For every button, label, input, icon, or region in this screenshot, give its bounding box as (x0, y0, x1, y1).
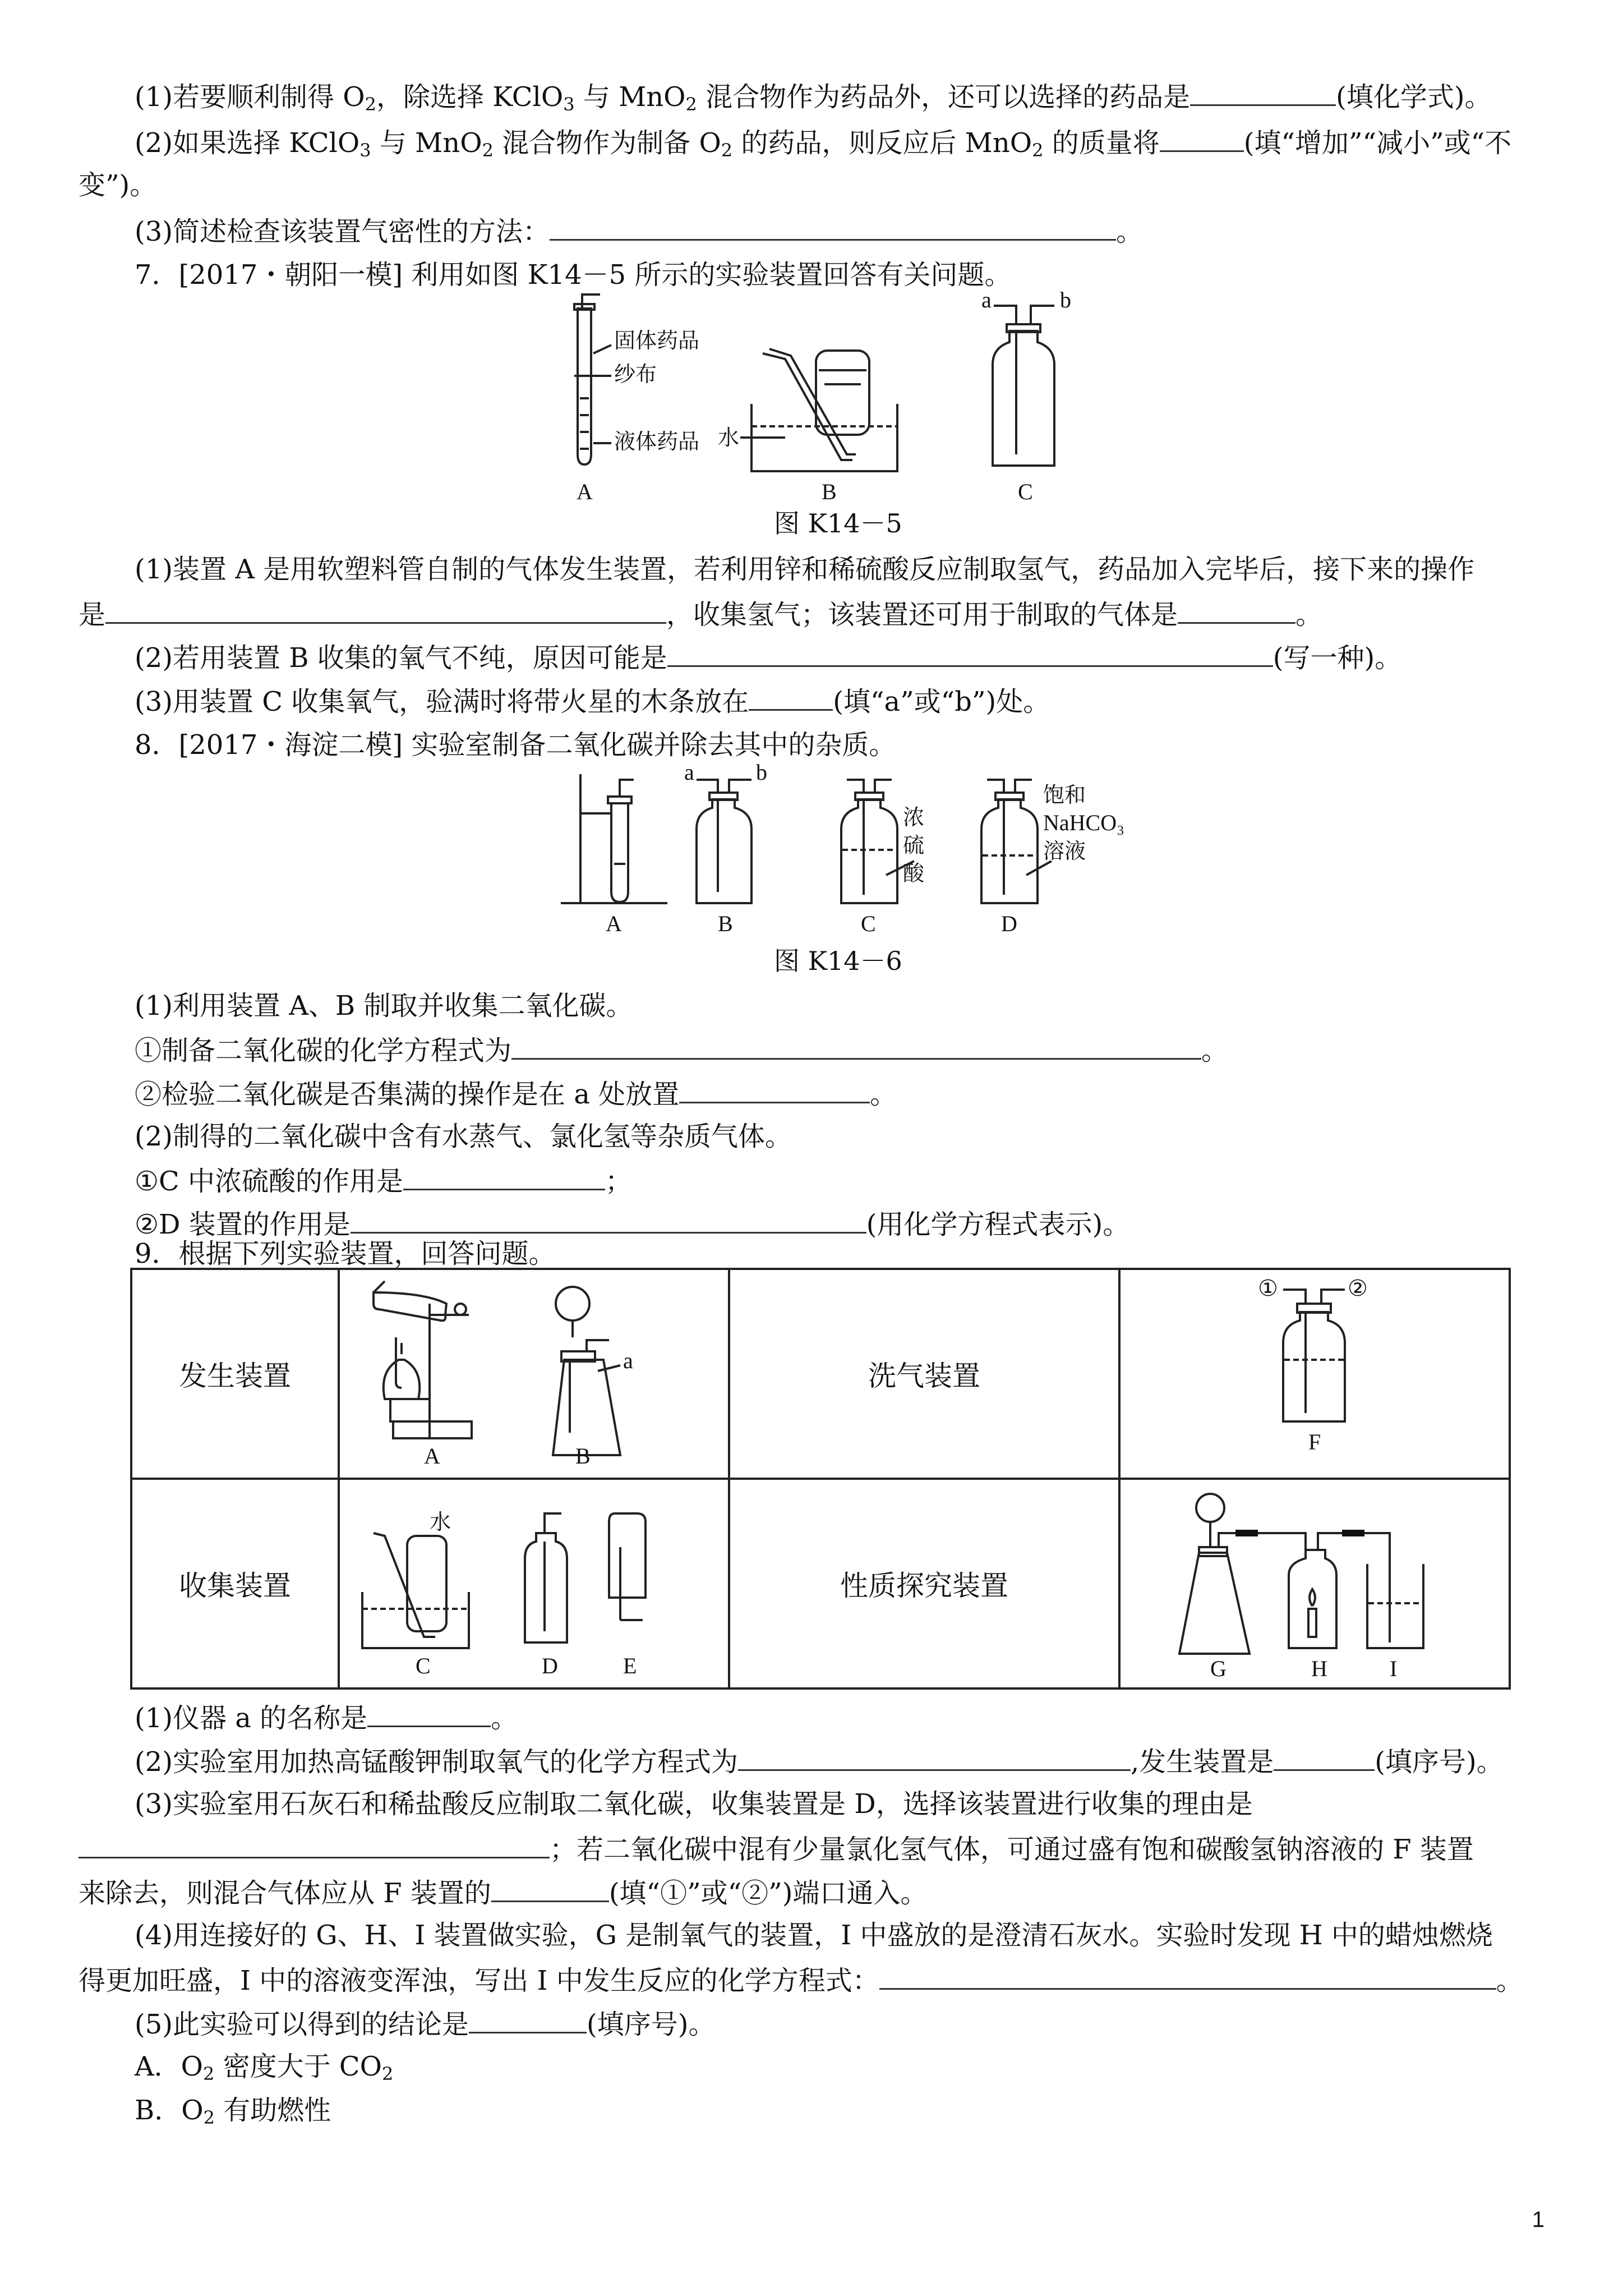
fig7-label-b: b (1060, 287, 1071, 312)
fig8-label-sat1: 饱和 (1043, 784, 1086, 807)
q9-label-D: D (542, 1653, 558, 1678)
answer-blank[interactable] (403, 1163, 605, 1190)
q7-part1-cont: 是 ，收集氢气；该装置还可用于制取的气体是 。 (79, 596, 1322, 632)
q8-part2: (2)制得的二氧化碳中含有水蒸气、氯化氢等杂质气体。 (135, 1121, 792, 1152)
fig8-label-conc3: 酸 (903, 862, 925, 886)
q6-part1: (1)若要顺利制得 $O_2$，除选择 KClO$_3$ 与 MnO$_2$ 混合物作为药品外，还可以选择的药品是 (填化学式)。 (135, 79, 1492, 114)
fig8-label-D: D (1001, 911, 1017, 936)
answer-blank[interactable] (491, 1875, 609, 1902)
fig8-label-sat2: NaHCO₃ (1043, 810, 1125, 835)
q9-label-c1: ① (1258, 1276, 1278, 1301)
answer-blank[interactable] (1190, 79, 1336, 106)
cell-generation-label: 发生装置 (131, 1269, 339, 1479)
answer-blank[interactable] (511, 1032, 1201, 1060)
cell-collection-label: 收集装置 (131, 1479, 339, 1688)
q9-part4: (4)用连接好的 G、H、I 装置做实验，G 是制氧气的装置，I 中盛放的是澄清石灰水。实验时发现 H 中的蜡烛燃烧 (135, 1920, 1493, 1951)
q9-label-water: 水 (430, 1511, 451, 1534)
fig8-label-A: A (606, 911, 622, 936)
apparatus-ghi (1121, 1480, 1509, 1685)
fig7-label-water: 水 (718, 426, 740, 450)
fig7-label-C: C (1018, 479, 1033, 504)
q9-label-F: F (1308, 1429, 1321, 1455)
q9-part5: (5)此实验可以得到的结论是 (填序号)。 (135, 2006, 715, 2041)
cell-washing-figure (1119, 1269, 1510, 1479)
fig8-label-B: B (718, 911, 733, 936)
q9-part4-cont: 得更加旺盛，I 中的溶液变浑浊，写出 I 中发生反应的化学方程式： 。 (79, 1962, 1523, 1998)
q9-label-E: E (623, 1653, 637, 1678)
page-number: 1 (1532, 2207, 1544, 2232)
fig7-label-solid: 固体药品 (614, 329, 700, 353)
q9-option-a[interactable]: A．$O_2$ 密度大于 $CO_2$ (135, 2051, 394, 2085)
fig7-label-A: A (577, 479, 593, 504)
q8-part1a: ①制备二氧化碳的化学方程式为 。 (135, 1032, 1228, 1068)
cell-collection-figure (339, 1479, 729, 1688)
answer-blank[interactable] (1274, 1743, 1375, 1771)
q9-label-C: C (416, 1653, 431, 1678)
answer-blank[interactable] (367, 1700, 491, 1727)
apparatus-cde (340, 1480, 728, 1685)
q9-part1: (1)仪器 a 的名称是 。 (135, 1700, 518, 1735)
apparatus-table (130, 1268, 1511, 1690)
figure-k14-5 (550, 286, 1127, 510)
q9-label-A: A (424, 1443, 440, 1469)
answer-blank[interactable] (1178, 596, 1295, 624)
q8-part1: (1)利用装置 A、B 制取并收集二氧化碳。 (135, 990, 633, 1022)
answer-blank[interactable] (679, 1076, 870, 1103)
q9-label-B: B (575, 1443, 591, 1469)
q9-part2: (2)实验室用加热高锰酸钾制取氧气的化学方程式为 ,发生装置是 (填序号)。 (135, 1743, 1504, 1779)
cell-generation-figure (339, 1269, 729, 1479)
q9-stem: 9．根据下列实验装置，回答问题。 (135, 1238, 556, 1269)
q9-label-H: H (1311, 1656, 1327, 1681)
q6-part2-cont: 变”)。 (79, 169, 157, 201)
q6-part2: (2)如果选择 KClO$_3$ 与 MnO$_2$ 混合物作为制备 $O_2$ 的药品，则反应后 MnO$_2$ 的质量将 (填“增加”“减小”或“不 (135, 125, 1511, 160)
fig7-label-gauze: 纱布 (614, 363, 657, 386)
q7-part3: (3)用装置 C 收集氧气，验满时将带火星的木条放在 (填“a”或“b”)处。 (135, 683, 1050, 719)
q9-label-a: a (623, 1348, 633, 1373)
answer-blank[interactable] (351, 1206, 866, 1234)
answer-blank[interactable] (738, 1743, 1131, 1771)
q9-label-I: I (1390, 1656, 1398, 1681)
q7-stem: 7．[2017・朝阳一模] 利用如图 K14－5 所示的实验装置回答有关问题。 (135, 259, 1012, 291)
q9-part3: (3)实验室用石灰石和稀盐酸反应制取二氧化碳，收集装置是 D，选择该装置进行收集的理由是 (135, 1788, 1253, 1820)
answer-blank[interactable] (79, 1831, 550, 1858)
fig7-label-a: a (981, 287, 992, 312)
q9-option-b[interactable]: B．$O_2$ 有助燃性 (135, 2095, 331, 2128)
q9-label-G: G (1210, 1656, 1227, 1681)
answer-blank[interactable] (1160, 125, 1244, 152)
figure-caption-k14-6: 图 K14－6 (774, 946, 902, 976)
fig8-label-conc2: 硫 (903, 834, 925, 858)
q9-part3-cont: ；若二氧化碳中混有少量氯化氢气体，可通过盛有饱和碳酸氢钠溶液的 F 装置 (79, 1831, 1474, 1866)
fig8-label-conc1: 浓 (903, 806, 925, 830)
apparatus-ab (340, 1270, 728, 1475)
q7-part1: (1)装置 A 是用软塑料管自制的气体发生装置，若利用锌和稀硫酸反应制取氢气，药品加入完毕后，接下来的操作 (135, 554, 1475, 585)
q9-label-c2: ② (1348, 1276, 1368, 1301)
cell-property-figure (1119, 1479, 1510, 1688)
answer-blank[interactable] (879, 1962, 1496, 1990)
q6-part3: (3)简述检查该装置气密性的方法： 。 (135, 213, 1143, 249)
fig8-label-sat3: 溶液 (1043, 840, 1086, 863)
q9-part3-cont2: 来除去，则混合气体应从 F 装置的 (填“①”或“②”)端口通入。 (79, 1875, 927, 1910)
apparatus-f (1121, 1270, 1509, 1475)
q8-stem: 8．[2017・海淀二模] 实验室制备二氧化碳并除去其中的杂质。 (135, 729, 896, 761)
answer-blank[interactable] (105, 596, 666, 624)
fig8-label-C: C (861, 911, 876, 936)
q8-part2b: ②D 装置的作用是 (用化学方程式表示)。 (135, 1206, 1129, 1241)
figure-caption-k14-5: 图 K14－5 (774, 508, 902, 539)
fig7-label-liquid: 液体药品 (614, 430, 700, 454)
fig8-label-a: a (684, 763, 694, 785)
cell-washing-label: 洗气装置 (729, 1269, 1119, 1479)
answer-blank[interactable] (469, 2006, 587, 2033)
figure-k14-6 (550, 763, 1155, 948)
answer-blank[interactable] (667, 639, 1273, 667)
answer-blank[interactable] (550, 213, 1116, 241)
answer-blank[interactable] (749, 683, 833, 711)
q8-part2a: ①C 中浓硫酸的作用是 ； (135, 1163, 632, 1198)
cell-property-label: 性质探究装置 (729, 1479, 1119, 1688)
fig8-label-b: b (756, 763, 767, 785)
q8-part1b: ②检验二氧化碳是否集满的操作是在 a 处放置 。 (135, 1076, 897, 1111)
q7-part2: (2)若用装置 B 收集的氧气不纯，原因可能是 (写一种)。 (135, 639, 1401, 675)
fig7-label-B: B (822, 479, 837, 504)
